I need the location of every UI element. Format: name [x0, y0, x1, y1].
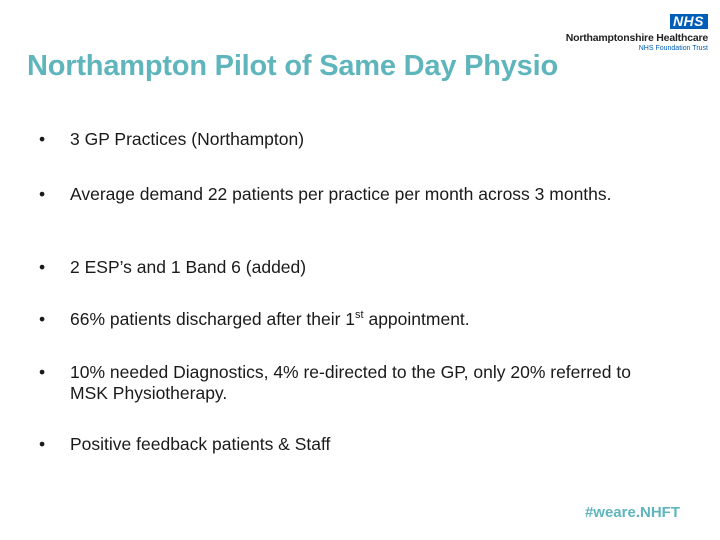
ordinal-suffix: st [355, 309, 364, 322]
nhs-badge: NHS [670, 14, 708, 29]
bullet-text: 10% needed Diagnostics, 4% re-directed to the GP, only 20% referred to MSK Physiotherapy. [70, 362, 631, 403]
bullet-item [39, 434, 639, 455]
bullet-item [39, 362, 639, 404]
bullet-text: 2 ESP’s and 1 Band 6 (added) [70, 257, 307, 277]
bullet-text: Average demand 22 patients per practice per month across 3 months. [70, 184, 612, 204]
bullet-marker: • [39, 257, 46, 277]
bullet-marker: • [39, 184, 46, 204]
hashtag-footer: #weare.NHFT [584, 504, 680, 521]
bullet-marker: • [39, 129, 46, 149]
bullet-marker: • [39, 362, 46, 382]
bullet-item [39, 129, 639, 150]
bullet-text: 3 GP Practices (Northampton) [70, 129, 305, 149]
bullet-text-main: 66% patients discharged after their 1 [70, 309, 356, 329]
bullet-item [39, 309, 639, 330]
slide-title: Northampton Pilot of Same Day Physio [27, 50, 558, 82]
bullet-item [39, 257, 639, 278]
nhs-logo [548, 13, 708, 52]
organisation-trust: NHS Foundation Trust [638, 45, 708, 52]
bullet-text-end: appointment. [363, 309, 470, 329]
bullet-text: Positive feedback patients & Staff [70, 434, 331, 454]
organisation-name: Northamptonshire Healthcare [565, 32, 708, 44]
bullet-text [70, 309, 639, 330]
bullet-item [39, 184, 639, 205]
bullet-marker: • [39, 434, 46, 454]
bullet-marker: • [39, 309, 46, 329]
